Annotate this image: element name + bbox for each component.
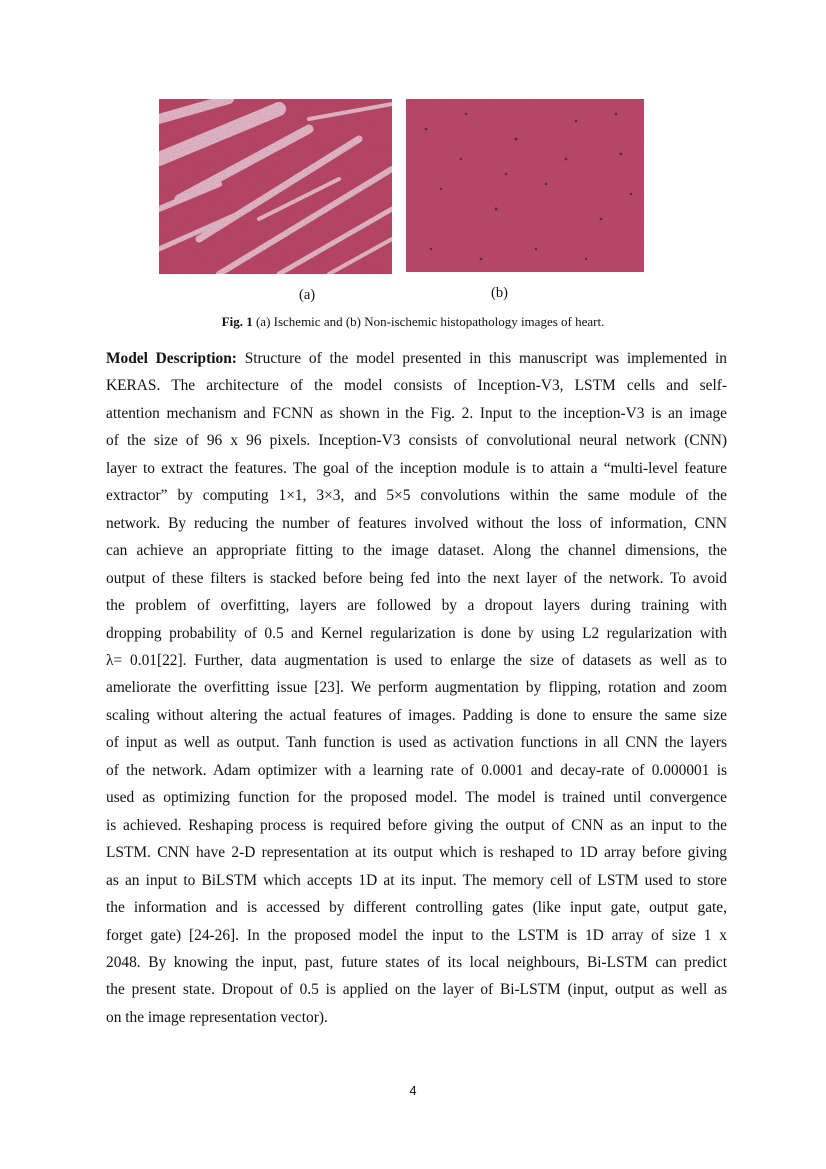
paragraph-line: ameliorate the overfitting issue [23]. We perform augmentation by flipping, rotation and zoom (106, 679, 727, 697)
paragraph-line: scaling without altering the actual features of images. Padding is done to ensure the same size (106, 706, 727, 724)
paragraph-line: KERAS. The architecture of the model consists of Inception-V3, LSTM cells and self- (106, 377, 727, 395)
paragraph-line: the present state. Dropout of 0.5 is applied on the layer of Bi-LSTM (input, output as well as (106, 981, 727, 999)
caption-prefix: Fig. 1 (221, 314, 253, 329)
paragraph-line: attention mechanism and FCNN as shown in the Fig. 2. Input to the inception-V3 is an image (106, 404, 727, 422)
paragraph-line: on the image representation vector). (106, 1008, 328, 1026)
paragraph-line: of input as well as output. Tanh function is used as activation functions in all CNN the layers (106, 734, 727, 752)
line-text: Structure of the model presented in this manuscript was implemented in (236, 350, 727, 367)
figure-caption (0, 314, 826, 330)
paragraph-line: used as optimizing function for the proposed model. The model is trained until convergence (106, 789, 727, 807)
paragraph-line (106, 345, 727, 372)
paragraph-line: output of these filters is stacked before being fed into the next layer of the network. To avoid (106, 569, 727, 587)
paragraph-line: LSTM. CNN have 2-D representation at its output which is reshaped to 1D array before giving (106, 844, 727, 862)
figure-label-a: (a) (299, 287, 316, 303)
paragraph-line: can achieve an appropriate fitting to the image dataset. Along the channel dimensions, the (106, 542, 727, 560)
figure-non-ischemic-histology-image (406, 99, 644, 272)
figure-ischemic-histology-image (159, 99, 392, 274)
page-number: 4 (409, 1083, 417, 1098)
paragraph-line: of the network. Adam optimizer with a learning rate of 0.0001 and decay-rate of 0.000001 is (106, 761, 727, 779)
section-heading: Model Description: (106, 350, 237, 367)
paragraph-line: as an input to BiLSTM which accepts 1D at its input. The memory cell of LSTM used to store (106, 871, 727, 889)
paragraph-line: layer to extract the features. The goal of the inception module is to attain a “multi-level feature (106, 459, 727, 477)
paragraph-line: the problem of overfitting, layers are followed by a dropout layers during training with (106, 597, 727, 615)
paragraph-line: λ= 0.01[22]. Further, data augmentation is used to enlarge the size of datasets as well as to (106, 651, 727, 669)
model-description-paragraph (106, 345, 727, 1031)
paragraph-line: network. By reducing the number of features involved without the loss of information, CNN (106, 514, 727, 532)
caption-text: (a) Ischemic and (b) Non-ischemic histopathology images of heart. (252, 314, 605, 329)
paragraph-line: 2048. By knowing the input, past, future states of its local neighbours, Bi-LSTM can predict (106, 953, 727, 971)
paragraph-line: is achieved. Reshaping process is required before giving the output of CNN as an input to the (106, 816, 727, 834)
paragraph-line: dropping probability of 0.5 and Kernel regularization is done by using L2 regularization with (106, 624, 727, 642)
paragraph-line: of the size of 96 x 96 pixels. Inception-V3 consists of convolutional neural network (CNN) (106, 432, 727, 450)
paragraph-line: the information and is accessed by different controlling gates (like input gate, output gate, (106, 899, 727, 917)
figure-label-b: (b) (491, 285, 508, 301)
paragraph-line: extractor” by computing 1×1, 3×3, and 5×5 convolutions within the same module of the (106, 487, 727, 505)
paragraph-line: forget gate) [24-26]. In the proposed model the input to the LSTM is 1D array of size 1 x (106, 926, 727, 944)
